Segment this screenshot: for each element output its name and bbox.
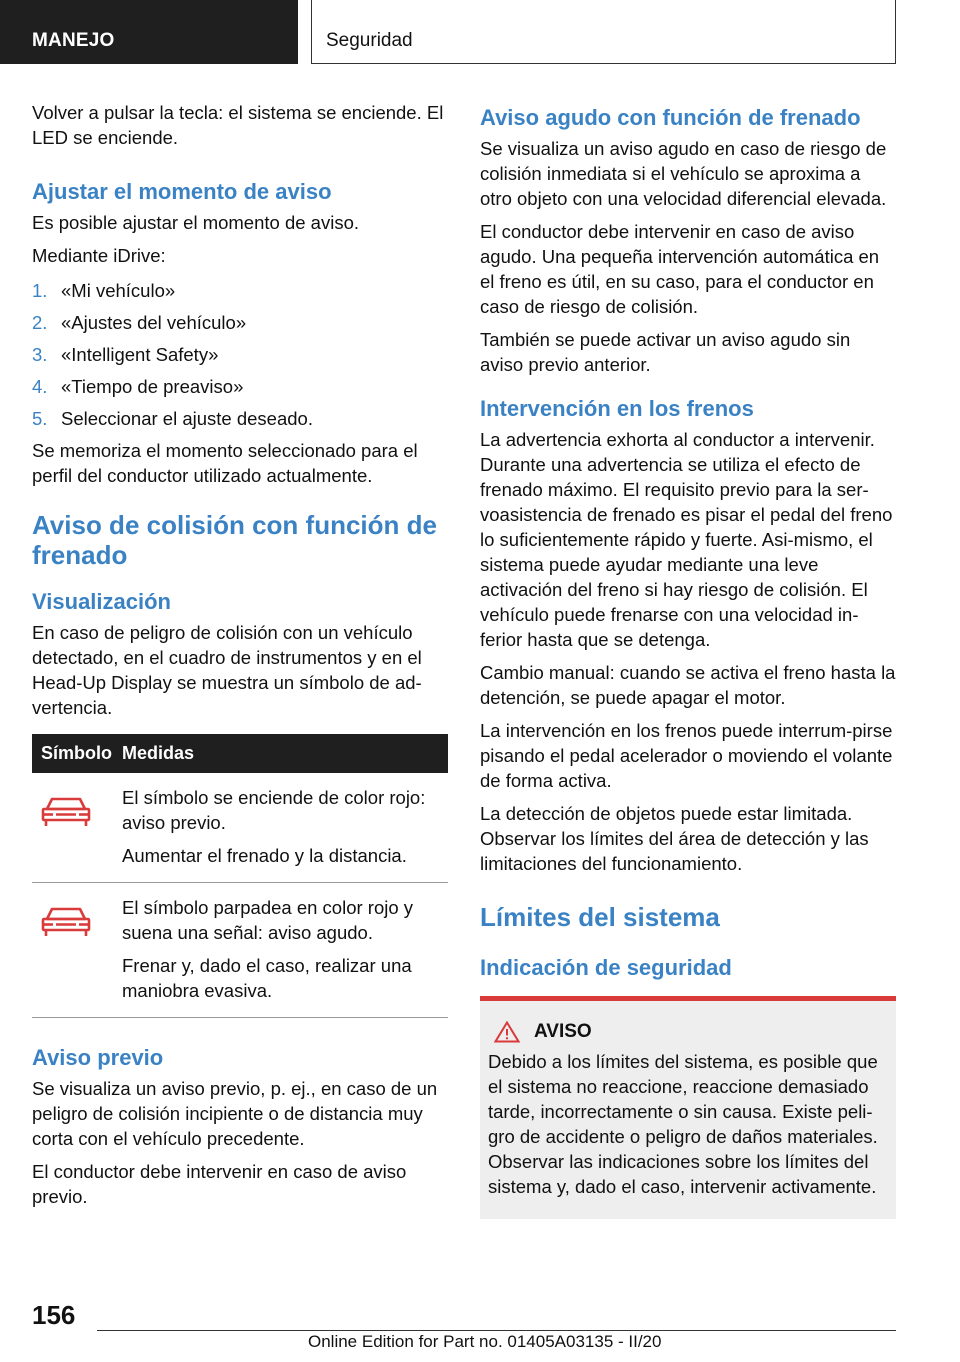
memoriza-paragraph: Se memoriza el momento seleccionado para el perfil del conductor utilizado actualmente. (32, 440, 418, 486)
warning-text: Debido a los límites del sistema, es posible que el sistema no reaccione, reaccione demasiado tarde, incorrectamente o sin causa. Existe peli-gro de accidente o peligro de daños materiales. Observar las indicaciones sobre los límites del sistema y, dado el caso, intervenir activamente. (488, 1051, 878, 1197)
table-row (32, 883, 448, 1018)
page-header (311, 0, 896, 64)
warning-box (480, 996, 896, 1219)
step-text: «Ajustes del vehículo» (61, 312, 247, 333)
visualizacion-paragraph: En caso de peligro de colisión con un vehículo detectado, en el cuadro de instrumentos y en el Head-Up Display se muestra un símbolo de ad-vertencia. (32, 622, 422, 718)
agudo-paragraph-3: También se puede activar un aviso agudo sin aviso previo anterior. (480, 329, 851, 375)
step-number: 3. (32, 344, 48, 365)
heading-limites: Límites del sistema (480, 902, 720, 932)
ajustar-idrive: Mediante iDrive: (32, 245, 166, 266)
right-column (480, 100, 896, 1219)
heading-colision: Aviso de colisión con función de frenado (32, 510, 437, 570)
step-number: 4. (32, 376, 48, 397)
intro-paragraph: Volver a pulsar la tecla: el sistema se enciende. El LED se enciende. (32, 102, 444, 148)
table-row (32, 773, 448, 883)
list-item (32, 406, 448, 431)
symbol-cell (32, 883, 122, 1018)
measures-cell (122, 883, 448, 1018)
table-header-symbol: Símbolo (32, 734, 122, 773)
list-item (32, 310, 448, 335)
section-label: MANEJO (32, 30, 115, 51)
heading-previo: Aviso previo (32, 1045, 164, 1070)
measure-text: Frenar y, dado el caso, realizar una maniobra evasiva. (122, 955, 412, 1001)
list-item (32, 374, 448, 399)
footer-edition: Online Edition for Part no. 01405A03135 - II/20 (308, 1332, 662, 1351)
step-text: «Tiempo de preaviso» (61, 376, 244, 397)
step-text: «Mi vehículo» (61, 280, 176, 301)
list-item (32, 342, 448, 367)
warning-header (494, 1021, 888, 1043)
heading-agudo: Aviso agudo con función de frenado (480, 105, 861, 130)
left-column (32, 100, 448, 1217)
table-header-measures: Medidas (122, 734, 448, 773)
symbol-table (32, 734, 448, 1018)
measure-text: El símbolo parpadea en color rojo y suena una señal: aviso agudo. (122, 897, 414, 943)
intervencion-paragraph-1: La advertencia exhorta al conductor a intervenir. Durante una advertencia se utiliza el efecto de frenado máximo. El requisito previo para la ser-voasistencia de frenado es pisar el pedal del freno lo suficientemente rápido y fuerte. Asi-mismo, el sistema puede ayudar mediante una leve activación del freno si hay riesgo de colisión. El vehículo puede frenarse con una velocidad in-ferior hasta que se detenga. (480, 429, 893, 650)
heading-indicacion: Indicación de seguridad (480, 955, 732, 980)
ajustar-paragraph: Es posible ajustar el momento de aviso. (32, 212, 360, 233)
car-warning-icon (40, 791, 92, 829)
step-text: Seleccionar el ajuste deseado. (61, 408, 313, 429)
measures-cell (122, 773, 448, 883)
measure-text: El símbolo se enciende de color rojo: aviso previo. (122, 787, 426, 833)
car-warning-icon (40, 901, 92, 939)
heading-ajustar: Ajustar el momento de aviso (32, 179, 332, 204)
steps-list (32, 278, 448, 431)
step-number: 5. (32, 408, 48, 429)
intervencion-paragraph-2: Cambio manual: cuando se activa el freno hasta la detención, se puede apagar el motor. (480, 662, 896, 708)
intervencion-paragraph-4: La detección de objetos puede estar limitada. Observar los límites del área de detección y las limitaciones del funcionamiento. (480, 803, 869, 874)
step-number: 1. (32, 280, 48, 301)
previo-paragraph-1: Se visualiza un aviso previo, p. ej., en caso de un peligro de colisión incipiente o de distancia muy corta con el vehículo precedente. (32, 1078, 438, 1149)
warning-title: AVISO (534, 1021, 592, 1042)
intervencion-paragraph-3: La intervención en los frenos puede interrum-pirse pisando el pedal acelerador o moviendo el volante de forma activa. (480, 720, 893, 791)
list-item (32, 278, 448, 303)
heading-visualizacion: Visualización (32, 589, 171, 614)
step-text: «Intelligent Safety» (61, 344, 219, 365)
heading-intervencion: Intervención en los frenos (480, 396, 754, 421)
previo-paragraph-2: El conductor debe intervenir en caso de aviso previo. (32, 1161, 407, 1207)
footer-divider (97, 1330, 896, 1331)
symbol-cell (32, 773, 122, 883)
agudo-paragraph-2: El conductor debe intervenir en caso de aviso agudo. Una pequeña intervención automática en el freno es útil, en su caso, para el conductor en caso de riesgo de colisión. (480, 221, 880, 317)
page-title: Seguridad (326, 30, 413, 51)
warning-triangle-icon (494, 1021, 520, 1043)
step-number: 2. (32, 312, 48, 333)
agudo-paragraph-1: Se visualiza un aviso agudo en caso de riesgo de colisión inmediata si el vehículo se aproxima a otro objeto con una velocidad diferencial elevada. (480, 138, 887, 209)
section-tab (0, 0, 298, 64)
measure-text: Aumentar el frenado y la distancia. (122, 845, 407, 866)
page-number: 156 (32, 1300, 76, 1330)
